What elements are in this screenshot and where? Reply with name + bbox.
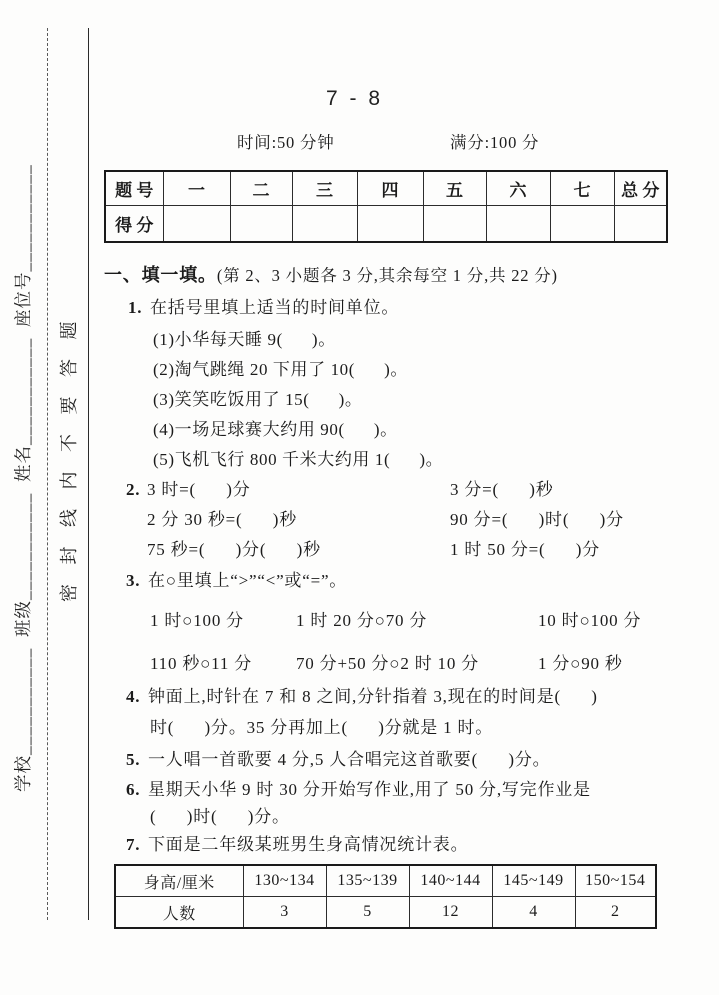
student-info-fields: 学校___________ 班级___________ 姓名___________ 座位号___________ [13,164,33,792]
stats-range-cell: 145~149 [492,865,575,897]
q4-line1: 钟面上,时针在 7 和 8 之间,分针指着 3,现在的时间是( ) [148,687,598,706]
stats-count-row [115,897,656,929]
section-heading-points: (第 2、3 小题各 3 分,其余每空 1 分,共 22 分) [216,266,558,285]
score-header-cell: 六 [486,171,550,206]
seal-solid-line [88,28,89,920]
q3-cell: 1 时 20 分○70 分 [296,611,428,630]
q5-number: 5. [126,750,141,769]
q3-cell: 110 秒○11 分 [150,654,253,673]
stats-range-cell: 135~139 [326,865,409,897]
score-table [104,170,668,243]
q2-row3-left: 75 秒=( )分( )秒 [147,540,321,559]
q1-text: 在括号里填上适当的时间单位。 [150,298,400,317]
score-header-cell: 总 分 [614,171,667,206]
q1-item-2: (2)淘气跳绳 20 下用了 10( )。 [153,360,408,379]
q7-text: 下面是二年级某班男生身高情况统计表。 [148,835,469,854]
q7-number: 7. [126,835,141,854]
score-header-cell: 二 [230,171,292,206]
stats-header-row [115,865,656,897]
score-header-cell: 五 [423,171,486,206]
score-cell-empty [614,206,667,243]
score-cell-empty [550,206,614,243]
stats-count-cell: 4 [492,897,575,929]
score-cell-empty [230,206,292,243]
score-header-cell: 四 [357,171,423,206]
q2-row3-right: 1 时 50 分=( )分 [450,540,601,559]
score-row-label: 得 分 [105,206,163,243]
q3-number: 3. [126,571,141,590]
stats-range-cell: 130~134 [243,865,326,897]
q6-line2: ( )时( )分。 [150,807,290,826]
score-cell-empty [163,206,230,243]
q3-cell: 1 分○90 秒 [538,654,623,673]
q3-intro: 在○里填上“>”“<”或“=”。 [148,571,348,590]
q3-cell: 70 分+50 分○2 时 10 分 [296,654,480,673]
score-cell-empty [486,206,550,243]
q1-item-4: (4)一场足球赛大约用 90( )。 [153,420,398,439]
score-header-cell: 三 [292,171,357,206]
score-header-cell: 题 号 [105,171,163,206]
stats-count-cell: 2 [575,897,656,929]
q5-text: 一人唱一首歌要 4 分,5 人合唱完这首歌要( )分。 [148,750,551,769]
q4-line2: 时( )分。35 分再加上( )分就是 1 时。 [150,718,494,737]
stats-count-label: 人数 [115,897,243,929]
q6-number: 6. [126,780,141,799]
q1-item-3: (3)笑笑吃饭用了 15( )。 [153,390,363,409]
q2-row2-right: 90 分=( )时( )分 [450,510,624,529]
section-heading [104,264,558,287]
q3-cell: 1 时○100 分 [150,611,244,630]
section-heading-title: 一、填一填。 [104,265,217,285]
score-cell-empty [292,206,357,243]
exam-full-score: 满分:100 分 [450,133,540,152]
seal-dashed-line [47,28,48,920]
stats-header-label: 身高/厘米 [115,865,243,897]
score-table-score-row [105,206,667,243]
stats-range-cell: 150~154 [575,865,656,897]
q2-row2-left: 2 分 30 秒=( )秒 [147,510,298,529]
q6-line1: 星期天小华 9 时 30 分开始写作业,用了 50 分,写完作业是 [148,780,591,799]
score-cell-empty [357,206,423,243]
q2-row1-left: 3 时=( )分 [147,480,251,499]
stats-range-cell: 140~144 [409,865,492,897]
q2-row1-right: 3 分=( )秒 [450,480,554,499]
q3-cell: 10 时○100 分 [538,611,642,630]
exam-duration: 时间:50 分钟 [237,133,335,152]
height-stats-table [114,864,657,929]
stats-count-cell: 5 [326,897,409,929]
score-header-cell: 七 [550,171,614,206]
q2-number: 2. [126,480,141,499]
score-table-header-row [105,171,667,206]
page-title: 7 - 8 [326,87,384,110]
seal-warning-text: 密 封 线 内 不 要 答 题 [59,320,79,602]
q1-item-1: (1)小华每天睡 9( )。 [153,330,336,349]
score-cell-empty [423,206,486,243]
q4-number: 4. [126,687,141,706]
q1-item-5: (5)飞机飞行 800 千米大约用 1( )。 [153,450,444,469]
score-header-cell: 一 [163,171,230,206]
q1-number: 1. [128,298,143,317]
stats-count-cell: 3 [243,897,326,929]
stats-count-cell: 12 [409,897,492,929]
